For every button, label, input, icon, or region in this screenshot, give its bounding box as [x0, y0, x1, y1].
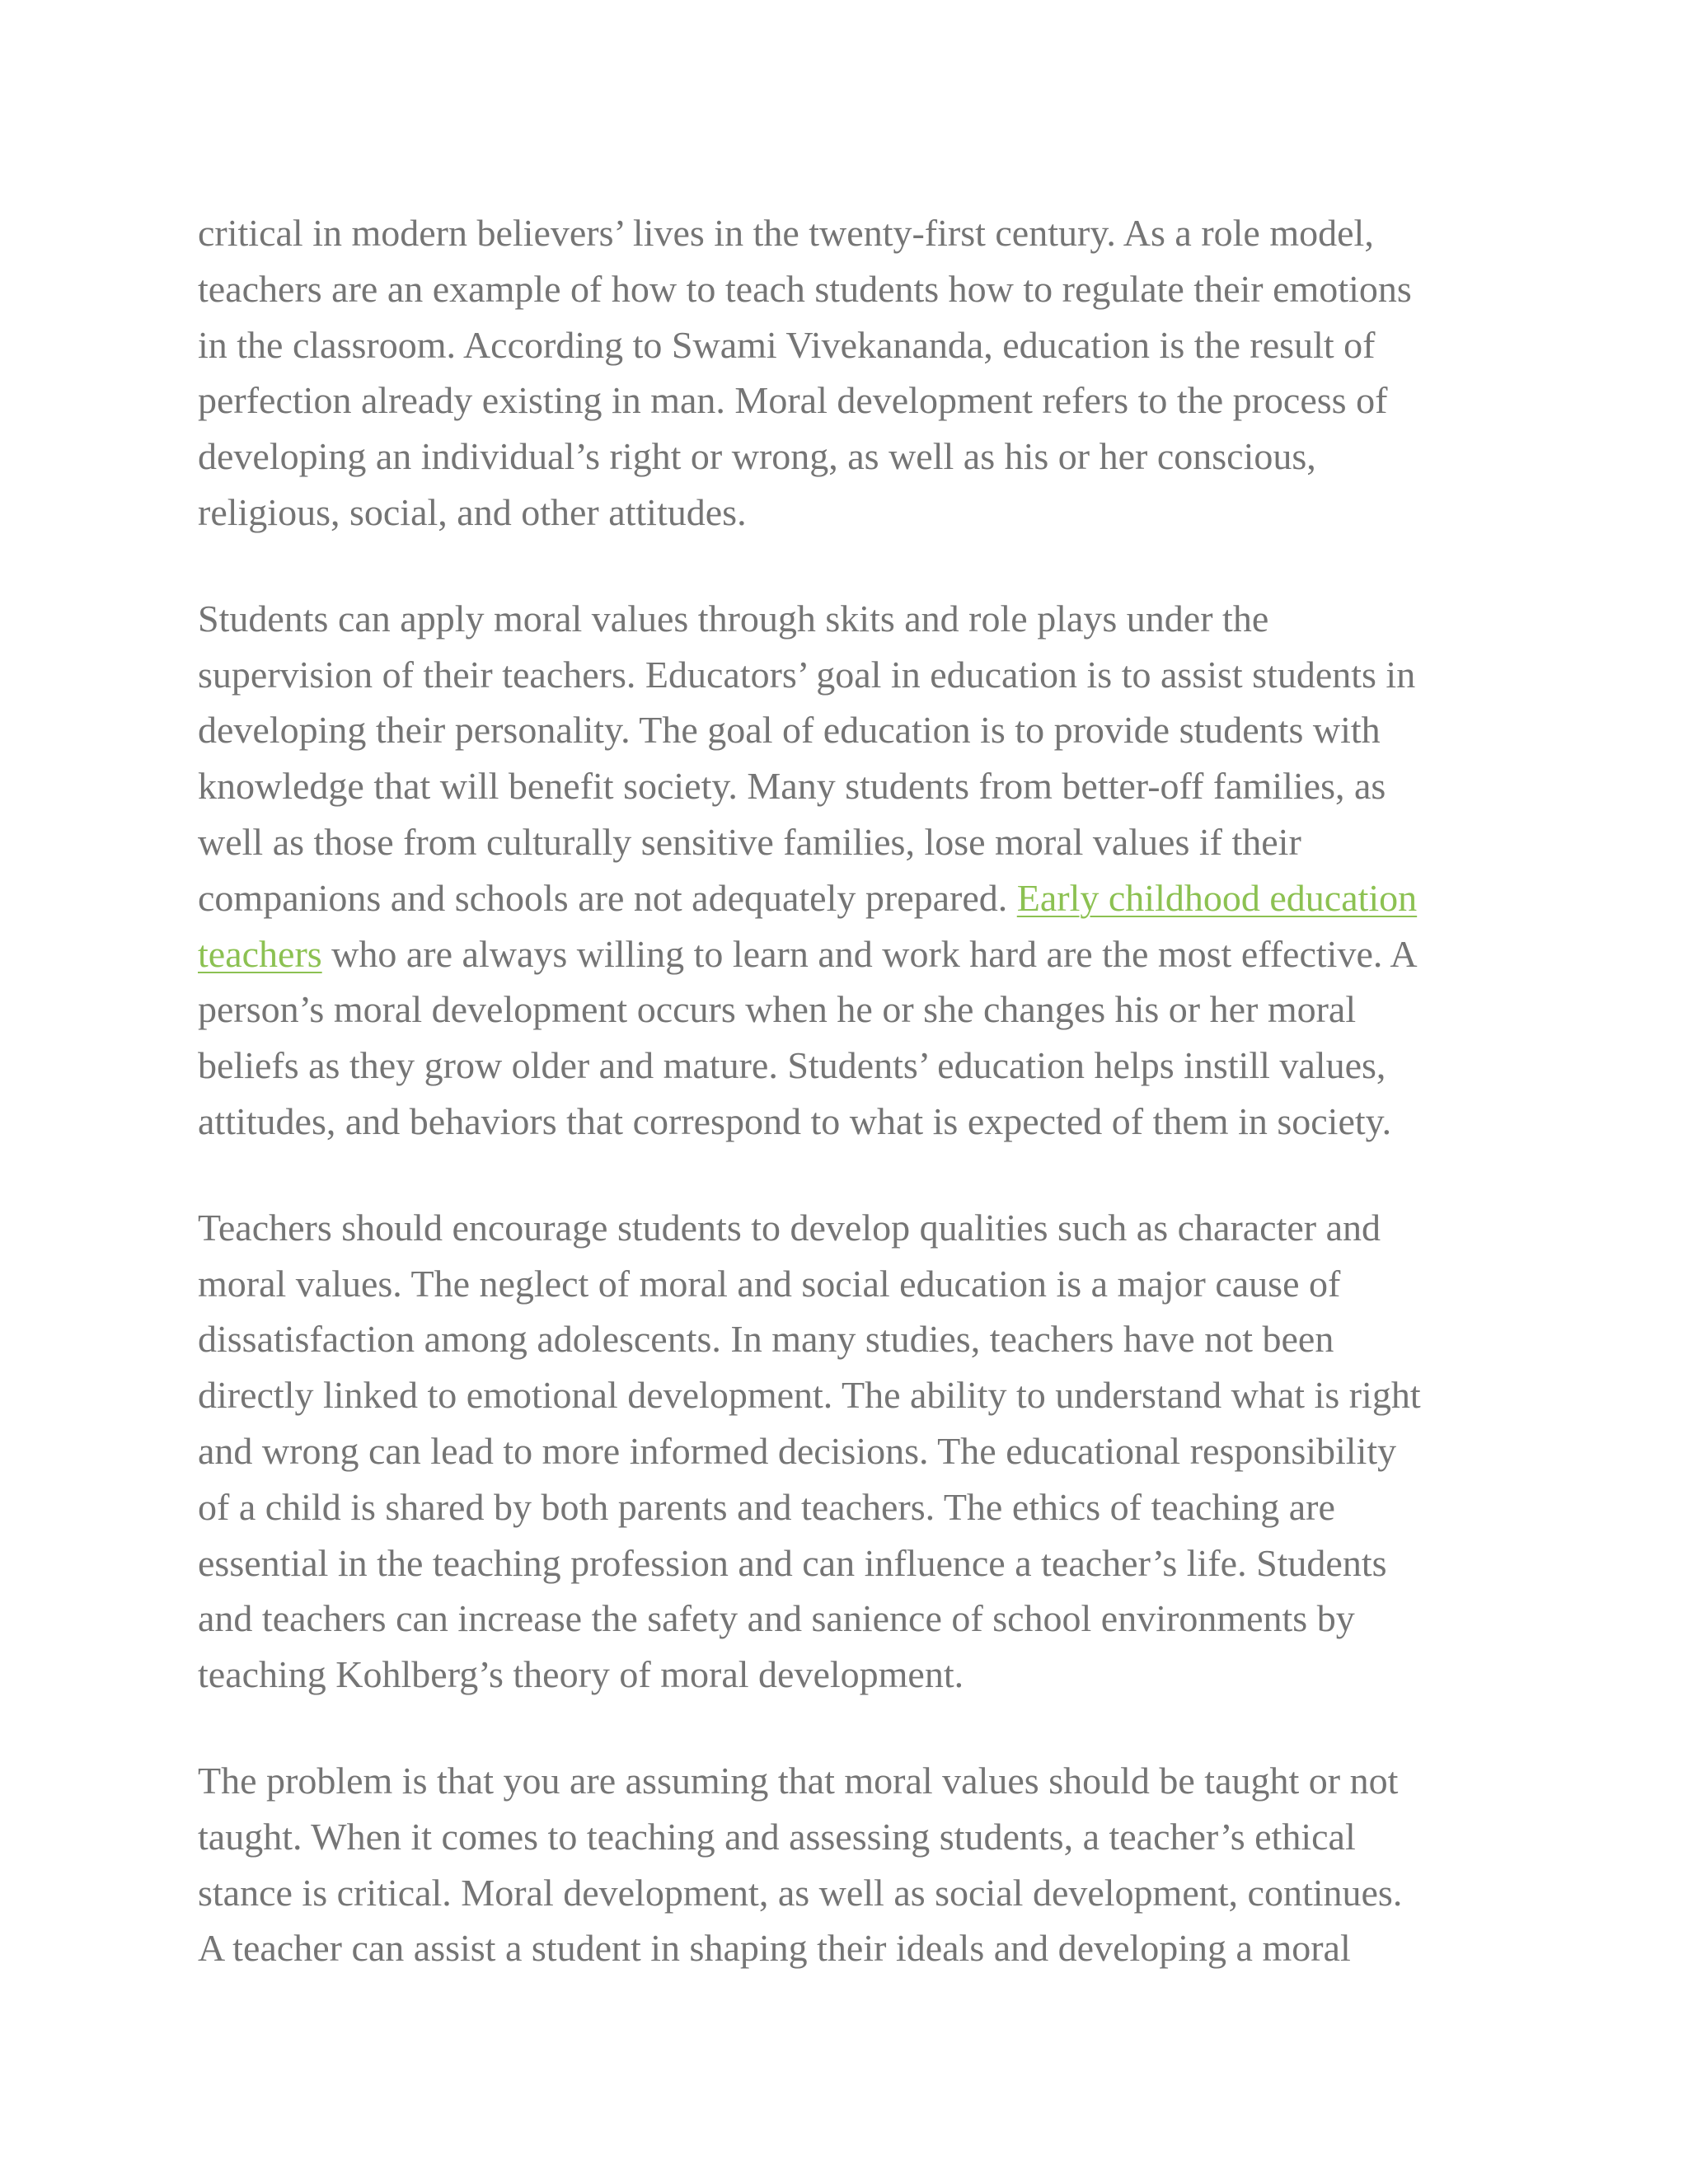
text-line: [198, 261, 1500, 317]
text-line: [198, 1753, 1500, 1809]
text-segment: essential in the teaching profession and can influence a teacher’s life. Students: [198, 1541, 1387, 1584]
text-segment: well as those from culturally sensitive families, lose moral values if their: [198, 820, 1301, 863]
text-line: [198, 1200, 1500, 1256]
paragraph: [198, 1753, 1500, 1976]
text-segment: developing their personality. The goal of education is to provide students with: [198, 709, 1381, 752]
text-segment: Teachers should encourage students to develop qualities such as character and: [198, 1206, 1381, 1249]
text-segment: The problem is that you are assuming that moral values should be taught or not: [198, 1759, 1399, 1802]
text-line: [198, 1311, 1500, 1367]
text-segment: developing an individual’s right or wrong, as well as his or her conscious,: [198, 435, 1316, 478]
text-segment: and wrong can lead to more informed decisions. The educational responsibility: [198, 1429, 1397, 1472]
text-line: [198, 647, 1500, 703]
text-line: [198, 205, 1500, 261]
text-segment: supervision of their teachers. Educators’ goal in education is to assist students in: [198, 653, 1416, 696]
text-line: [198, 1256, 1500, 1312]
text-segment: A teacher can assist a student in shaping their ideals and developing a moral: [198, 1927, 1351, 1970]
text-line: [198, 1367, 1500, 1423]
text-segment: of a child is shared by both parents and teachers. The ethics of teaching are: [198, 1485, 1335, 1528]
text-line: [198, 1809, 1500, 1865]
text-segment: in the classroom. According to Swami Vivekananda, education is the result of: [198, 323, 1376, 366]
text-line: [198, 982, 1500, 1038]
text-segment: Students can apply moral values through skits and role plays under the: [198, 597, 1269, 640]
text-line: [198, 870, 1500, 926]
text-segment: person’s moral development occurs when he or she changes his or her moral: [198, 988, 1357, 1031]
text-segment: stance is critical. Moral development, as well as social development, continues.: [198, 1871, 1403, 1914]
text-line: [198, 1038, 1500, 1094]
text-line: [198, 1094, 1500, 1150]
text-segment: perfection already existing in man. Moral development refers to the process of: [198, 379, 1388, 422]
text-line: [198, 1479, 1500, 1535]
text-line: [198, 1865, 1500, 1921]
text-line: [198, 1591, 1500, 1647]
text-segment: moral values. The neglect of moral and social education is a major cause of: [198, 1262, 1341, 1305]
text-segment: and teachers can increase the safety and sanience of school environments by: [198, 1597, 1355, 1640]
text-segment: religious, social, and other attitudes.: [198, 490, 747, 533]
text-line: [198, 317, 1500, 373]
text-segment: directly linked to emotional development. The ability to understand what is right: [198, 1374, 1421, 1417]
text-segment: attitudes, and behaviors that correspond to what is expected of them in society.: [198, 1099, 1392, 1142]
text-line: [198, 814, 1500, 870]
text-line: [198, 1423, 1500, 1479]
text-line: [198, 702, 1500, 758]
text-line: [198, 926, 1500, 982]
text-segment: knowledge that will benefit society. Many students from better-off families, as: [198, 765, 1386, 808]
paragraph: [198, 205, 1500, 541]
text-line: [198, 429, 1500, 485]
text-segment: teachers are an example of how to teach students how to regulate their emotions: [198, 267, 1412, 310]
text-segment: who are always willing to learn and work hard are the most effective. A: [321, 932, 1418, 975]
text-segment: teaching Kohlberg’s theory of moral development.: [198, 1653, 964, 1696]
text-line: [198, 1920, 1500, 1976]
paragraph: [198, 1200, 1500, 1703]
document-body: [198, 205, 1500, 2027]
text-segment: taught. When it comes to teaching and assessing students, a teacher’s ethical: [198, 1815, 1356, 1858]
text-line: [198, 591, 1500, 647]
text-segment: companions and schools are not adequately prepared.: [198, 876, 1017, 919]
text-line: [198, 485, 1500, 541]
text-segment: critical in modern believers’ lives in the twenty-first century. As a role model,: [198, 212, 1374, 254]
text-segment: beliefs as they grow older and mature. Students’ education helps instill values,: [198, 1044, 1386, 1087]
text-line: [198, 1535, 1500, 1591]
text-line: [198, 373, 1500, 429]
early-childhood-education-teachers-link[interactable]: teachers: [198, 932, 322, 975]
text-line: [198, 1647, 1500, 1703]
paragraph: [198, 591, 1500, 1150]
early-childhood-education-teachers-link[interactable]: Early childhood education: [1016, 876, 1418, 919]
text-segment: dissatisfaction among adolescents. In many studies, teachers have not been: [198, 1318, 1334, 1361]
text-line: [198, 758, 1500, 814]
